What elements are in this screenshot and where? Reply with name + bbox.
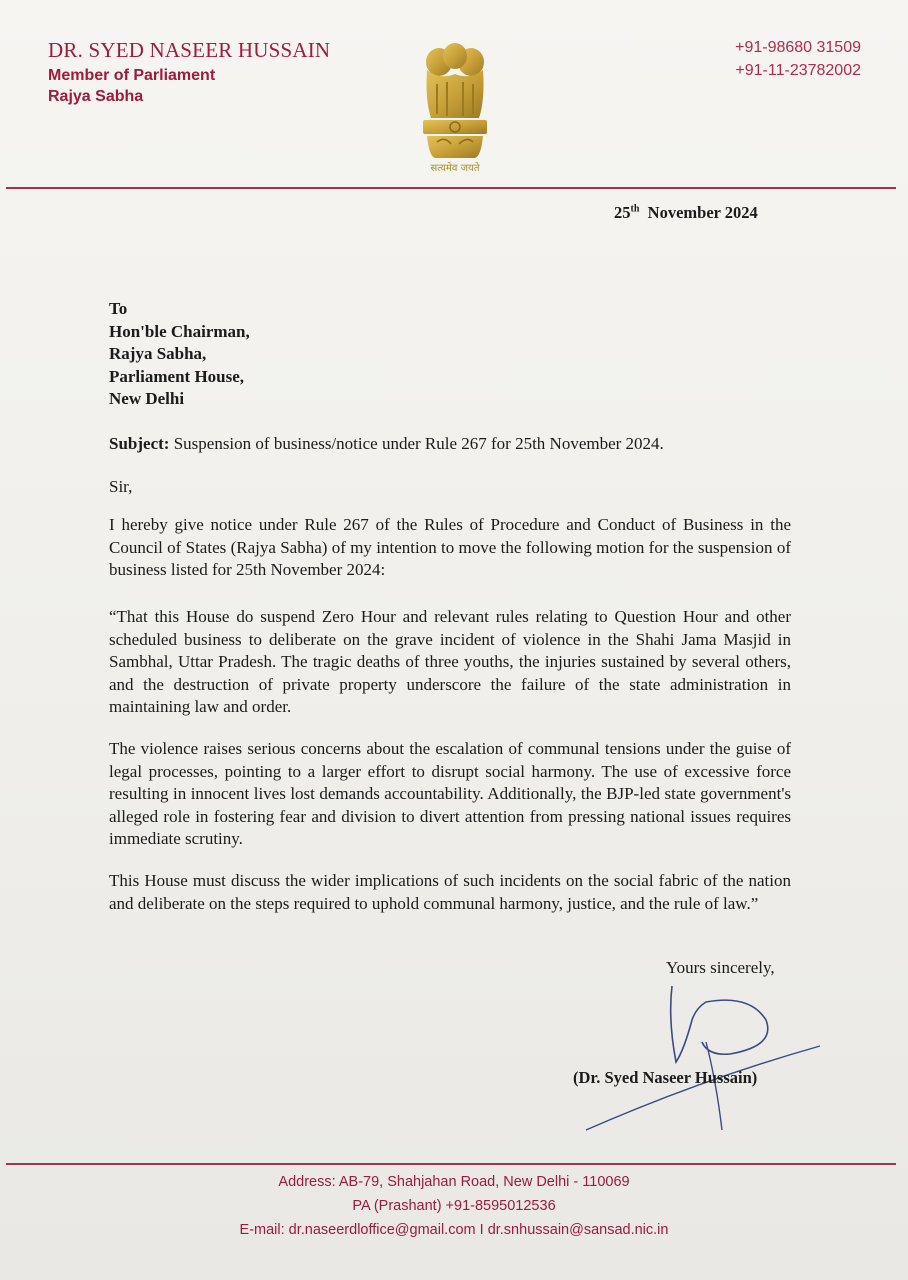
letterhead-phone-office: +91-11-23782002 (735, 62, 861, 79)
emblem-motto: सत्यमेव जयते (430, 163, 480, 174)
closing-phrase: Yours sincerely, (666, 958, 775, 977)
recipient-address (109, 298, 250, 411)
subject-label: Subject: (109, 434, 170, 453)
letter-date (614, 203, 758, 223)
subject-text: Suspension of business/notice under Rule 267 for 25th November 2024. (173, 434, 664, 453)
handwritten-signature (580, 980, 840, 1140)
recipient-line: Hon'ble Chairman, (109, 321, 250, 341)
date-suffix: th (630, 203, 640, 215)
footer-pa: PA (Prashant) +91-8595012536 (352, 1198, 556, 1214)
footer-email: E-mail: dr.naseerdloffice@gmail.com I dr.snhussain@sansad.nic.in (239, 1222, 669, 1238)
letterhead-name: DR. SYED NASEER HUSSAIN (48, 38, 331, 62)
recipient-line: Rajya Sabha, (109, 344, 207, 363)
letterhead-house: Rajya Sabha (48, 88, 144, 105)
date-month-year: November 2024 (647, 203, 758, 222)
salutation: Sir, (109, 477, 133, 496)
footer-address: Address: AB-79, Shahjahan Road, New Delhi - 110069 (278, 1174, 630, 1190)
body-paragraph: “That this House do suspend Zero Hour and relevant rules relating to Question Hour and other scheduled business to deliberate on the grave incident of violence in the Shahi Jama Masjid in Sambhal, Uttar Pradesh. The tragic deaths of three youths, the injuries sustained by several others, and the destruction of private property underscore the failure of the state administration in maintaining law and order. (109, 607, 791, 716)
recipient-line: New Delhi (109, 389, 185, 408)
body-paragraph: I hereby give notice under Rule 267 of the Rules of Procedure and Conduct of Business in the Council of States (Rajya Sabha) of my intention to move the following motion for the suspension of business listed for 25th November 2024: (109, 515, 791, 579)
recipient-line: To (109, 299, 128, 318)
letterhead-role: Member of Parliament (48, 67, 216, 84)
signatory-name: (Dr. Syed Naseer Hussain) (573, 1068, 758, 1087)
date-day: 25 (614, 203, 631, 222)
national-emblem-icon (415, 40, 495, 180)
body-paragraph: This House must discuss the wider implications of such incidents on the social fabric of the nation and deliberate on the steps required to uphold communal harmony, justice, and the rule of law.” (109, 871, 791, 913)
letterhead-phone-mobile: +91-98680 31509 (735, 39, 861, 56)
footer-divider (6, 1163, 896, 1165)
subject-line (109, 434, 809, 454)
body-paragraph: The violence raises serious concerns about the escalation of communal tensions under the guise of legal processes, pointing to a larger effort to disrupt social harmony. The use of excessive force resulting in innocent lives lost demands accountability. Additionally, the BJP-led state government's alleged role in fostering fear and division to divert attention from pressing national issues requires immediate scrutiny. (109, 739, 791, 848)
recipient-line: Parliament House, (109, 366, 245, 386)
header-divider (6, 187, 896, 189)
